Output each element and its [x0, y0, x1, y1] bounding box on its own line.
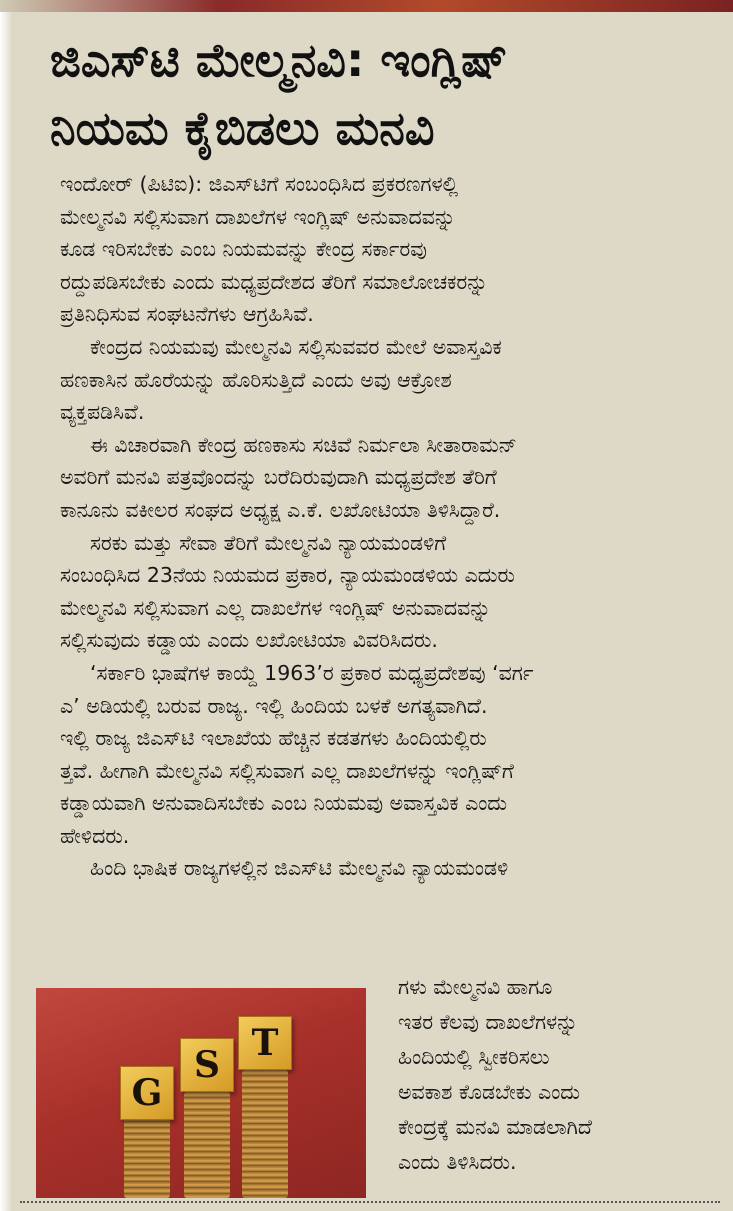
text-line: ಹಣಕಾಸಿನ ಹೊರೆಯನ್ನು ಹೊರಿಸುತ್ತಿದೆ ಎಂದು ಅವು ಆಕ್ರೋಶ	[60, 367, 452, 392]
dotted-divider	[20, 1201, 720, 1203]
text-line: ಸಂಬಂಧಿಸಿದ 23ನೆಯ ನಿಯಮದ ಪ್ರಕಾರ, ನ್ಯಾಯಮಂಡಳಿಯ ಎದುರು	[60, 563, 515, 588]
text-line: ಅವಕಾಶ ಕೊಡಬೇಕು ಎಂದು	[398, 1080, 581, 1104]
text-line: ಮೇಲ್ಮನವಿ ಸಲ್ಲಿಸುವಾಗ ದಾಖಲೆಗಳ ಇಂಗ್ಲಿಷ್ ಅನುವಾದವನ್ನು	[60, 204, 456, 229]
side-column-text	[398, 970, 708, 1180]
gst-photo	[36, 988, 366, 1198]
headline-line-2: ನಿಯಮ ಕೈಬಿಡಲು ಮನವಿ	[50, 101, 435, 155]
text-line: ಕೇಂದ್ರದ ನಿಯಮವು ಮೇಲ್ಮನವಿ ಸಲ್ಲಿಸುವವರ ಮೇಲೆ ಅವಾಸ್ತವಿಕ	[90, 334, 502, 359]
text-line: ಅವರಿಗೆ ಮನವಿ ಪತ್ರವೊಂದನ್ನು ಬರೆದಿರುವುದಾಗಿ ಮಧ್ಯಪ್ರದೇಶ ತೆರಿಗೆ	[60, 465, 497, 490]
text-line: ಇಂದೋರ್ (ಪಿಟಿಐ): ಜಿಎಸ್‌ಟಿಗೆ ಸಂಬಂಧಿಸಿದ ಪ್ರಕರಣಗಳಲ್ಲಿ	[60, 172, 459, 196]
text-line: ಸಲ್ಲಿಸುವುದು ಕಡ್ಡಾಯ ಎಂದು ಲಖೋಟಿಯಾ ವಿವರಿಸಿದರು.	[60, 628, 438, 653]
letter-block-g: G	[120, 1066, 174, 1120]
top-color-strip	[0, 0, 733, 12]
coin-stack-middle	[184, 1092, 230, 1198]
text-line: ಇಲ್ಲಿ ರಾಜ್ಯ ಜಿಎಸ್‌ಟಿ ಇಲಾಖೆಯ ಹೆಚ್ಚಿನ ಕಡತಗಳು ಹಿಂದಿಯಲ್ಲಿರು	[60, 726, 487, 751]
text-line: ‘ಸರ್ಕಾರಿ ಭಾಷೆಗಳ ಕಾಯ್ದೆ 1963’ರ ಪ್ರಕಾರ ಮಧ್ಯಪ್ರದೇಶವು ‘ವರ್ಗ	[90, 660, 534, 685]
paragraph-3	[60, 429, 700, 527]
letter-block-s: S	[180, 1038, 234, 1092]
text-line: ಹೇಳಿದರು.	[60, 823, 130, 848]
paragraph-4	[60, 527, 700, 657]
article-headline	[50, 26, 710, 162]
paragraph-2	[60, 331, 700, 429]
text-line: ಮೇಲ್ಮನವಿ ಸಲ್ಲಿಸುವಾಗ ಎಲ್ಲ ದಾಖಲೆಗಳ ಇಂಗ್ಲಿಷ್ ಅನುವಾದವನ್ನು	[60, 595, 491, 620]
paragraph-5	[60, 657, 700, 853]
text-line: ಈ ವಿಚಾರವಾಗಿ ಕೇಂದ್ರ ಹಣಕಾಸು ಸಚಿವೆ ನಿರ್ಮಲಾ ಸೀತಾರಾಮನ್	[90, 432, 517, 457]
coin-stack-right	[242, 1070, 288, 1198]
headline-line-1: ಜಿಎಸ್‌ಟಿ ಮೇಲ್ಮನವಿ: ಇಂಗ್ಲಿಷ್	[50, 33, 508, 87]
text-line: ಇತರ ಕೆಲವು ದಾಖಲೆಗಳನ್ನು	[398, 1010, 578, 1034]
text-line: ವ್ಯಕ್ತಪಡಿಸಿವೆ.	[60, 400, 145, 425]
page-edge	[0, 0, 14, 1211]
text-line: ಕೂಡ ಇರಿಸಬೇಕು ಎಂಬ ನಿಯಮವನ್ನು ಕೇಂದ್ರ ಸರ್ಕಾರವು	[60, 237, 427, 262]
text-line: ಸರಕು ಮತ್ತು ಸೇವಾ ತೆರಿಗೆ ಮೇಲ್ಮನವಿ ನ್ಯಾಯಮಂಡಳಿಗೆ	[90, 530, 447, 555]
paragraph-1	[60, 168, 700, 331]
article-body	[60, 168, 700, 885]
text-line: ಗಳು ಮೇಲ್ಮನವಿ ಹಾಗೂ	[398, 975, 553, 999]
text-line: ರದ್ದುಪಡಿಸಬೇಕು ಎಂದು ಮಧ್ಯಪ್ರದೇಶದ ತೆರಿಗೆ ಸಮಾಲೋಚಕರನ್ನು	[60, 269, 488, 294]
text-line: ಕಡ್ಡಾಯವಾಗಿ ಅನುವಾದಿಸಬೇಕು ಎಂಬ ನಿಯಮವು ಅವಾಸ್ತವಿಕ ಎಂದು	[60, 791, 508, 816]
text-line: ಕಾನೂನು ವಕೀಲರ ಸಂಘದ ಅಧ್ಯಕ್ಷ ಎ.ಕೆ. ಲಖೋಟಿಯಾ ತಿಳಿಸಿದ್ದಾರೆ.	[60, 497, 501, 522]
text-line: ಹಿಂದಿಯಲ್ಲಿ ಸ್ವೀಕರಿಸಲು	[398, 1045, 550, 1069]
paragraph-6	[60, 852, 700, 885]
coin-stack-left	[124, 1116, 170, 1198]
letter-block-t: T	[238, 1016, 292, 1070]
text-line: ಹಿಂದಿ ಭಾಷಿಕ ರಾಜ್ಯಗಳಲ್ಲಿನ ಜಿಎಸ್‌ಟಿ ಮೇಲ್ಮನವಿ ನ್ಯಾಯಮಂಡಳಿ	[90, 856, 509, 881]
text-line: ತ್ತವೆ. ಹೀಗಾಗಿ ಮೇಲ್ಮನವಿ ಸಲ್ಲಿಸುವಾಗ ಎಲ್ಲ ದಾಖಲೆಗಳನ್ನು ಇಂಗ್ಲಿಷ್‌ಗೆ	[60, 758, 514, 783]
text-line: ಪ್ರತಿನಿಧಿಸುವ ಸಂಘಟನೆಗಳು ಆಗ್ರಹಿಸಿವೆ.	[60, 302, 314, 327]
text-line: ಎಂದು ತಿಳಿಸಿದರು.	[398, 1150, 517, 1174]
text-line: ಎ’ ಅಡಿಯಲ್ಲಿ ಬರುವ ರಾಜ್ಯ. ಇಲ್ಲಿ ಹಿಂದಿಯ ಬಳಕೆ ಅಗತ್ಯವಾಗಿದೆ.	[60, 693, 488, 718]
text-line: ಕೇಂದ್ರಕ್ಕೆ ಮನವಿ ಮಾಡಲಾಗಿದೆ	[398, 1115, 592, 1139]
